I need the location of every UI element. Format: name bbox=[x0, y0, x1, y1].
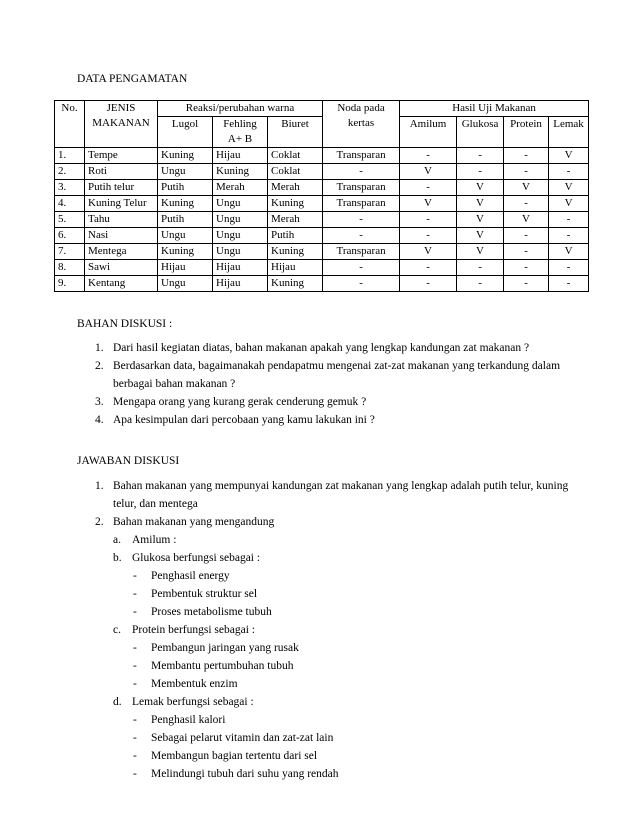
cell-noda: - bbox=[323, 164, 400, 180]
bullet-point bbox=[95, 765, 575, 783]
bullet-text: Melindungi tubuh dari suhu yang rendah bbox=[151, 768, 339, 780]
bullet-text: Membentuk enzim bbox=[151, 678, 238, 690]
header-amilum: Amilum bbox=[400, 117, 457, 148]
table-row bbox=[55, 180, 589, 196]
bullet-text: Membangun bagian tertentu dari sel bbox=[151, 750, 318, 762]
answer-list bbox=[95, 477, 575, 783]
answer-number: 2. bbox=[95, 516, 104, 528]
cell-biuret: Kuning bbox=[268, 244, 323, 260]
cell-food: Putih telur bbox=[85, 180, 158, 196]
cell-fehling: Hijau bbox=[213, 276, 268, 292]
sub-item-label: Lemak berfungsi sebagai : bbox=[132, 696, 254, 708]
sub-item-label: Protein berfungsi sebagai : bbox=[132, 624, 255, 636]
sub-item-letter: c. bbox=[113, 624, 121, 636]
cell-amilum: - bbox=[400, 148, 457, 164]
answer-2 bbox=[95, 513, 575, 531]
table-row bbox=[55, 244, 589, 260]
cell-protein: - bbox=[504, 244, 549, 260]
cell-glukosa: V bbox=[457, 212, 504, 228]
sub-item-letter: d. bbox=[113, 696, 122, 708]
header-fehling-line2: A+ B bbox=[227, 133, 253, 145]
bahan-diskusi-title: BAHAN DISKUSI : bbox=[77, 318, 173, 330]
dash-marker: - bbox=[133, 660, 137, 672]
cell-amilum: - bbox=[400, 260, 457, 276]
cell-protein: V bbox=[504, 212, 549, 228]
question-item bbox=[95, 357, 575, 393]
header-hasil: Hasil Uji Makanan bbox=[400, 101, 589, 117]
bullet-text: Membantu pertumbuhan tubuh bbox=[151, 660, 294, 672]
cell-fehling: Hijau bbox=[213, 260, 268, 276]
cell-noda: Transparan bbox=[323, 180, 400, 196]
cell-no: 2. bbox=[55, 164, 85, 180]
bullet-point bbox=[95, 657, 575, 675]
cell-glukosa: - bbox=[457, 260, 504, 276]
cell-lemak: - bbox=[549, 164, 589, 180]
dash-marker: - bbox=[133, 642, 137, 654]
cell-noda: - bbox=[323, 276, 400, 292]
question-item bbox=[95, 411, 575, 429]
cell-amilum: V bbox=[400, 244, 457, 260]
dash-marker: - bbox=[133, 714, 137, 726]
bullet-text: Proses metabolisme tubuh bbox=[151, 606, 272, 618]
cell-protein: - bbox=[504, 148, 549, 164]
dash-marker: - bbox=[133, 768, 137, 780]
cell-glukosa: V bbox=[457, 244, 504, 260]
answer-1 bbox=[95, 477, 575, 513]
cell-noda: Transparan bbox=[323, 244, 400, 260]
header-jenis-line2: MAKANAN bbox=[92, 117, 150, 129]
cell-protein: - bbox=[504, 260, 549, 276]
cell-no: 5. bbox=[55, 212, 85, 228]
table-row bbox=[55, 148, 589, 164]
cell-fehling: Ungu bbox=[213, 212, 268, 228]
header-fehling bbox=[213, 117, 268, 148]
cell-glukosa: - bbox=[457, 164, 504, 180]
cell-no: 4. bbox=[55, 196, 85, 212]
jawaban-diskusi-title: JAWABAN DISKUSI bbox=[77, 455, 180, 467]
cell-glukosa: V bbox=[457, 228, 504, 244]
bullet-point bbox=[95, 639, 575, 657]
bullet-point bbox=[95, 567, 575, 585]
question-number: 4. bbox=[95, 414, 104, 426]
cell-fehling: Merah bbox=[213, 180, 268, 196]
cell-fehling: Ungu bbox=[213, 244, 268, 260]
cell-lugol: Ungu bbox=[158, 228, 213, 244]
cell-protein: - bbox=[504, 164, 549, 180]
header-no: No. bbox=[55, 101, 85, 148]
sub-item-label: Glukosa berfungsi sebagai : bbox=[132, 552, 261, 564]
header-biuret: Biuret bbox=[268, 117, 323, 148]
bullet-point bbox=[95, 603, 575, 621]
cell-food: Roti bbox=[85, 164, 158, 180]
cell-protein: V bbox=[504, 180, 549, 196]
cell-no: 7. bbox=[55, 244, 85, 260]
question-item bbox=[95, 393, 575, 411]
dash-marker: - bbox=[133, 570, 137, 582]
header-lemak: Lemak bbox=[549, 117, 589, 148]
question-item bbox=[95, 339, 575, 357]
cell-lemak: V bbox=[549, 244, 589, 260]
sub-item-label: Amilum : bbox=[132, 534, 177, 546]
question-number: 1. bbox=[95, 342, 104, 354]
question-text: Apa kesimpulan dari percobaan yang kamu lakukan ini ? bbox=[113, 414, 375, 426]
header-fehling-line1: Fehling bbox=[223, 118, 257, 130]
cell-amilum: V bbox=[400, 196, 457, 212]
cell-noda: - bbox=[323, 260, 400, 276]
cell-lugol: Ungu bbox=[158, 276, 213, 292]
cell-biuret: Hijau bbox=[268, 260, 323, 276]
table-row bbox=[55, 228, 589, 244]
question-list bbox=[95, 339, 575, 429]
dash-marker: - bbox=[133, 732, 137, 744]
cell-no: 9. bbox=[55, 276, 85, 292]
header-jenis bbox=[85, 101, 158, 148]
question-number: 3. bbox=[95, 396, 104, 408]
dash-marker: - bbox=[133, 606, 137, 618]
cell-biuret: Coklat bbox=[268, 164, 323, 180]
cell-amilum: - bbox=[400, 228, 457, 244]
observation-table bbox=[54, 100, 589, 292]
cell-lemak: V bbox=[549, 196, 589, 212]
cell-noda: Transparan bbox=[323, 196, 400, 212]
cell-biuret: Coklat bbox=[268, 148, 323, 164]
dash-marker: - bbox=[133, 588, 137, 600]
cell-fehling: Kuning bbox=[213, 164, 268, 180]
cell-food: Kentang bbox=[85, 276, 158, 292]
cell-fehling: Hijau bbox=[213, 148, 268, 164]
cell-food: Mentega bbox=[85, 244, 158, 260]
sub-item-letter: b. bbox=[113, 552, 122, 564]
cell-amilum: V bbox=[400, 164, 457, 180]
cell-glukosa: - bbox=[457, 276, 504, 292]
cell-lugol: Putih bbox=[158, 180, 213, 196]
cell-amilum: - bbox=[400, 276, 457, 292]
cell-biuret: Kuning bbox=[268, 196, 323, 212]
cell-food: Tempe bbox=[85, 148, 158, 164]
cell-noda: - bbox=[323, 212, 400, 228]
cell-glukosa: - bbox=[457, 148, 504, 164]
bullet-point bbox=[95, 729, 575, 747]
answer-sub-item bbox=[95, 693, 575, 711]
cell-no: 1. bbox=[55, 148, 85, 164]
cell-protein: - bbox=[504, 276, 549, 292]
question-text: Dari hasil kegiatan diatas, bahan makanan apakah yang lengkap kandungan zat makanan ? bbox=[113, 342, 530, 354]
table-row bbox=[55, 196, 589, 212]
cell-protein: - bbox=[504, 196, 549, 212]
cell-lugol: Hijau bbox=[158, 260, 213, 276]
cell-lemak: - bbox=[549, 212, 589, 228]
dash-marker: - bbox=[133, 678, 137, 690]
data-section-title: DATA PENGAMATAN bbox=[77, 73, 188, 85]
bullet-point bbox=[95, 675, 575, 693]
cell-no: 3. bbox=[55, 180, 85, 196]
header-lugol: Lugol bbox=[158, 117, 213, 148]
cell-lemak: V bbox=[549, 180, 589, 196]
observation-table-body bbox=[55, 148, 589, 292]
cell-biuret: Merah bbox=[268, 212, 323, 228]
header-noda-line1: Noda pada bbox=[337, 102, 385, 114]
cell-biuret: Merah bbox=[268, 180, 323, 196]
cell-food: Nasi bbox=[85, 228, 158, 244]
dash-marker: - bbox=[133, 750, 137, 762]
table-row bbox=[55, 260, 589, 276]
bullet-text: Penghasil kalori bbox=[151, 714, 226, 726]
question-text: Berdasarkan data, bagaimanakah pendapatmu mengenai zat-zat makanan yang terkandung dalam berbagai bahan makanan ? bbox=[113, 360, 561, 390]
cell-food: Kuning Telur bbox=[85, 196, 158, 212]
cell-lemak: - bbox=[549, 260, 589, 276]
sub-item-letter: a. bbox=[113, 534, 121, 546]
cell-protein: - bbox=[504, 228, 549, 244]
answer-number: 1. bbox=[95, 480, 104, 492]
cell-no: 8. bbox=[55, 260, 85, 276]
question-text: Mengapa orang yang kurang gerak cenderung gemuk ? bbox=[113, 396, 367, 408]
answer-2-items bbox=[95, 531, 575, 783]
cell-lugol: Ungu bbox=[158, 164, 213, 180]
header-reaksi: Reaksi/perubahan warna bbox=[158, 101, 323, 117]
bullet-point bbox=[95, 747, 575, 765]
cell-glukosa: V bbox=[457, 180, 504, 196]
answer-sub-item bbox=[95, 621, 575, 639]
question-number: 2. bbox=[95, 360, 104, 372]
cell-no: 6. bbox=[55, 228, 85, 244]
cell-glukosa: V bbox=[457, 196, 504, 212]
answer-text: Bahan makanan yang mempunyai kandungan zat makanan yang lengkap adalah putih telur, kuning telur, dan mentega bbox=[113, 480, 569, 510]
bullet-text: Pembentuk struktur sel bbox=[151, 588, 258, 600]
cell-biuret: Putih bbox=[268, 228, 323, 244]
cell-lemak: - bbox=[549, 276, 589, 292]
bullet-text: Sebagai pelarut vitamin dan zat-zat lain bbox=[151, 732, 334, 744]
table-row bbox=[55, 212, 589, 228]
cell-amilum: - bbox=[400, 212, 457, 228]
header-glukosa: Glukosa bbox=[457, 117, 504, 148]
answer-text: Bahan makanan yang mengandung bbox=[113, 516, 275, 528]
bullet-point bbox=[95, 711, 575, 729]
cell-noda: - bbox=[323, 228, 400, 244]
cell-lugol: Kuning bbox=[158, 148, 213, 164]
bullet-text: Penghasil energy bbox=[151, 570, 230, 582]
cell-lugol: Kuning bbox=[158, 196, 213, 212]
bullet-point bbox=[95, 585, 575, 603]
cell-food: Tahu bbox=[85, 212, 158, 228]
cell-food: Sawi bbox=[85, 260, 158, 276]
cell-lemak: V bbox=[549, 148, 589, 164]
cell-biuret: Kuning bbox=[268, 276, 323, 292]
answer-sub-item bbox=[95, 531, 575, 549]
table-row bbox=[55, 276, 589, 292]
header-jenis-line1: JENIS bbox=[106, 102, 136, 114]
cell-fehling: Ungu bbox=[213, 228, 268, 244]
header-noda-line2: kertas bbox=[347, 117, 375, 129]
header-protein: Protein bbox=[504, 117, 549, 148]
bullet-text: Pembangun jaringan yang rusak bbox=[151, 642, 299, 654]
cell-amilum: - bbox=[400, 180, 457, 196]
header-noda bbox=[323, 101, 400, 148]
cell-lugol: Kuning bbox=[158, 244, 213, 260]
cell-fehling: Ungu bbox=[213, 196, 268, 212]
answer-sub-item bbox=[95, 549, 575, 567]
cell-lugol: Putih bbox=[158, 212, 213, 228]
cell-noda: Transparan bbox=[323, 148, 400, 164]
table-row bbox=[55, 164, 589, 180]
cell-lemak: - bbox=[549, 228, 589, 244]
